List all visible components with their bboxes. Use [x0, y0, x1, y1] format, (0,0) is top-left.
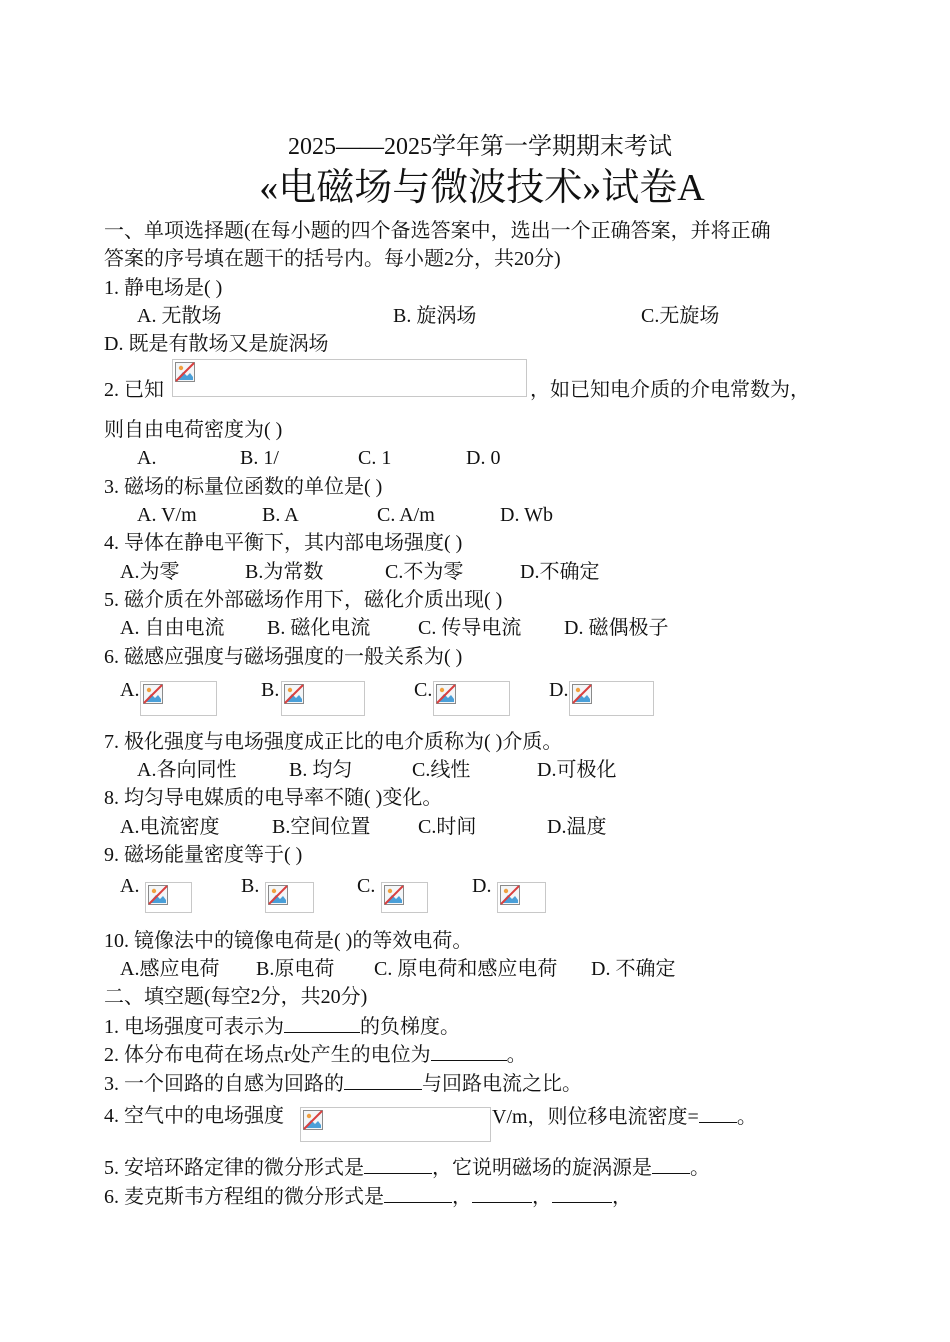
q8-stem: 8. 均匀导电媒质的电导率不随( )变化。 [104, 787, 443, 809]
q1-stem: 1. 静电场是( ) [104, 277, 223, 299]
q6-option-b: B. [261, 679, 280, 701]
broken-image-icon [384, 885, 404, 905]
q9-option-c: C. [357, 875, 376, 897]
q4-option-c: C.不为零 [385, 561, 464, 583]
q9-option-a: A. [120, 875, 140, 897]
q2-option-d: D. 0 [466, 447, 501, 469]
fill-6 [104, 1184, 632, 1209]
q4-option-a: A.为零 [120, 561, 180, 583]
exam-title: «电磁场与微波技术»试卷A [259, 167, 705, 209]
q9-option-b: B. [241, 875, 260, 897]
q9-option-d-image [497, 882, 546, 913]
q6-option-d-image [569, 681, 654, 716]
q3-option-b: B. A [262, 504, 299, 526]
fill-5-post: 。 [690, 1157, 710, 1179]
q4-option-b: B.为常数 [245, 561, 324, 583]
fill-4-rest [492, 1104, 757, 1129]
q9-option-d: D. [472, 875, 492, 897]
fill-6-sep-1: ， [452, 1186, 472, 1208]
q10-option-c: C. 原电荷和感应电荷 [374, 958, 558, 980]
q5-option-d: D. 磁偶极子 [564, 617, 669, 639]
q2-option-a: A. [137, 447, 157, 469]
q2-stem-line2: 则自由电荷密度为( ) [104, 419, 283, 441]
q7-option-d: D.可极化 [537, 759, 617, 781]
broken-image-icon [284, 684, 304, 704]
fill-6-blank-3[interactable] [552, 1184, 612, 1203]
q6-option-d: D. [549, 679, 569, 701]
q1-option-d: D. 既是有散场又是旋涡场 [104, 333, 329, 355]
fill-5-blank-1[interactable] [364, 1155, 432, 1174]
q6-stem: 6. 磁感应强度与磁场强度的一般关系为( ) [104, 646, 463, 668]
fill-2-pre: 2. 体分布电荷在场点r处产生的电位为 [104, 1044, 431, 1066]
q3-option-c: C. A/m [377, 504, 435, 526]
fill-6-blank-2[interactable] [472, 1184, 532, 1203]
broken-image-icon [572, 684, 592, 704]
q10-stem: 10. 镜像法中的镜像电荷是( )的等效电荷。 [104, 930, 473, 952]
q6-option-a: A. [120, 679, 140, 701]
q1-option-a: A. 无散场 [137, 305, 222, 327]
q3-stem: 3. 磁场的标量位函数的单位是( ) [104, 476, 383, 498]
q7-option-b: B. 均匀 [289, 759, 353, 781]
q10-option-d: D. 不确定 [591, 958, 676, 980]
q8-option-a: A.电流密度 [120, 816, 220, 838]
fill-6-sep-3: ， [612, 1186, 632, 1208]
fill-4-post: 。 [736, 1106, 757, 1128]
fill-6-blank-1[interactable] [384, 1184, 452, 1203]
fill-3 [104, 1071, 582, 1096]
fill-1 [104, 1014, 460, 1039]
fill-5-mid: ，它说明磁场的旋涡源是 [432, 1157, 652, 1179]
fill-3-post: 与回路电流之比。 [422, 1073, 582, 1095]
section1-heading-line2: 答案的序号填在题干的括号内。每小题2分，共20分) [104, 248, 561, 270]
q8-option-c: C.时间 [418, 816, 477, 838]
fill-1-blank[interactable] [284, 1014, 360, 1033]
q4-option-d: D.不确定 [520, 561, 600, 583]
q5-option-b: B. 磁化电流 [267, 617, 371, 639]
fill-2 [104, 1042, 527, 1067]
exam-subtitle: 2025——2025学年第一学期期末考试 [288, 134, 672, 160]
q5-stem: 5. 磁介质在外部磁场作用下，磁化介质出现( ) [104, 589, 503, 611]
q6-option-b-image [281, 681, 365, 716]
fill-3-blank[interactable] [344, 1071, 422, 1090]
q10-option-b: B.原电荷 [256, 958, 335, 980]
q4-stem: 4. 导体在静电平衡下，其内部电场强度( ) [104, 532, 463, 554]
q7-option-a: A.各向同性 [137, 759, 237, 781]
q8-option-b: B.空间位置 [272, 816, 371, 838]
q1-option-b: B. 旋涡场 [393, 305, 477, 327]
q9-option-b-image [265, 882, 314, 913]
q3-option-a: A. V/m [137, 504, 197, 526]
fill-5 [104, 1155, 710, 1180]
q2-stem-end: ，如已知电介质的介电常数为， [530, 379, 810, 401]
q5-option-a: A. 自由电流 [120, 617, 225, 639]
broken-image-icon [500, 885, 520, 905]
fill-6-pre: 6. 麦克斯韦方程组的微分形式是 [104, 1186, 384, 1208]
fill-1-post: 的负梯度。 [360, 1016, 460, 1038]
q1-option-c: C.无旋场 [641, 305, 720, 327]
q6-option-c: C. [414, 679, 433, 701]
q7-stem: 7. 极化强度与电场强度成正比的电介质称为( )介质。 [104, 731, 563, 753]
broken-image-icon [303, 1110, 323, 1130]
q2-option-c: C. 1 [358, 447, 392, 469]
q3-option-d: D. Wb [500, 504, 553, 526]
broken-image-icon [268, 885, 288, 905]
q2-formula-image [172, 359, 527, 397]
q6-option-c-image [433, 681, 510, 716]
q2-stem-start: 2. 已知 [104, 379, 164, 401]
q9-stem: 9. 磁场能量密度等于( ) [104, 844, 303, 866]
q5-option-c: C. 传导电流 [418, 617, 522, 639]
fill-6-sep-2: ， [532, 1186, 552, 1208]
broken-image-icon [175, 362, 195, 382]
q9-option-c-image [381, 882, 428, 913]
broken-image-icon [148, 885, 168, 905]
fill-4-mid: V/m，则位移电流密度= [492, 1106, 699, 1128]
q8-option-d: D.温度 [547, 816, 607, 838]
fill-2-blank[interactable] [431, 1042, 507, 1061]
q6-option-a-image [140, 681, 217, 716]
fill-5-blank-2[interactable] [652, 1155, 690, 1174]
broken-image-icon [436, 684, 456, 704]
fill-1-pre: 1. 电场强度可表示为 [104, 1016, 284, 1038]
fill-3-pre: 3. 一个回路的自感为回路的 [104, 1073, 344, 1095]
fill-5-pre: 5. 安培环路定律的微分形式是 [104, 1157, 364, 1179]
q7-option-c: C.线性 [412, 759, 471, 781]
q9-option-a-image [145, 882, 192, 913]
section1-heading-line1: 一、单项选择题(在每小题的四个备选答案中，选出一个正确答案，并将正确 [104, 220, 771, 242]
broken-image-icon [143, 684, 163, 704]
q10-option-a: A.感应电荷 [120, 958, 220, 980]
fill-4-pre: 4. 空气中的电场强度 [104, 1105, 284, 1127]
section2-heading: 二、填空题(每空2分，共20分) [104, 986, 368, 1008]
q2-option-b: B. 1/ [240, 447, 279, 469]
fill-2-post: 。 [506, 1044, 527, 1066]
fill-4-blank[interactable] [699, 1104, 737, 1123]
fill-4-formula-image [300, 1107, 491, 1142]
